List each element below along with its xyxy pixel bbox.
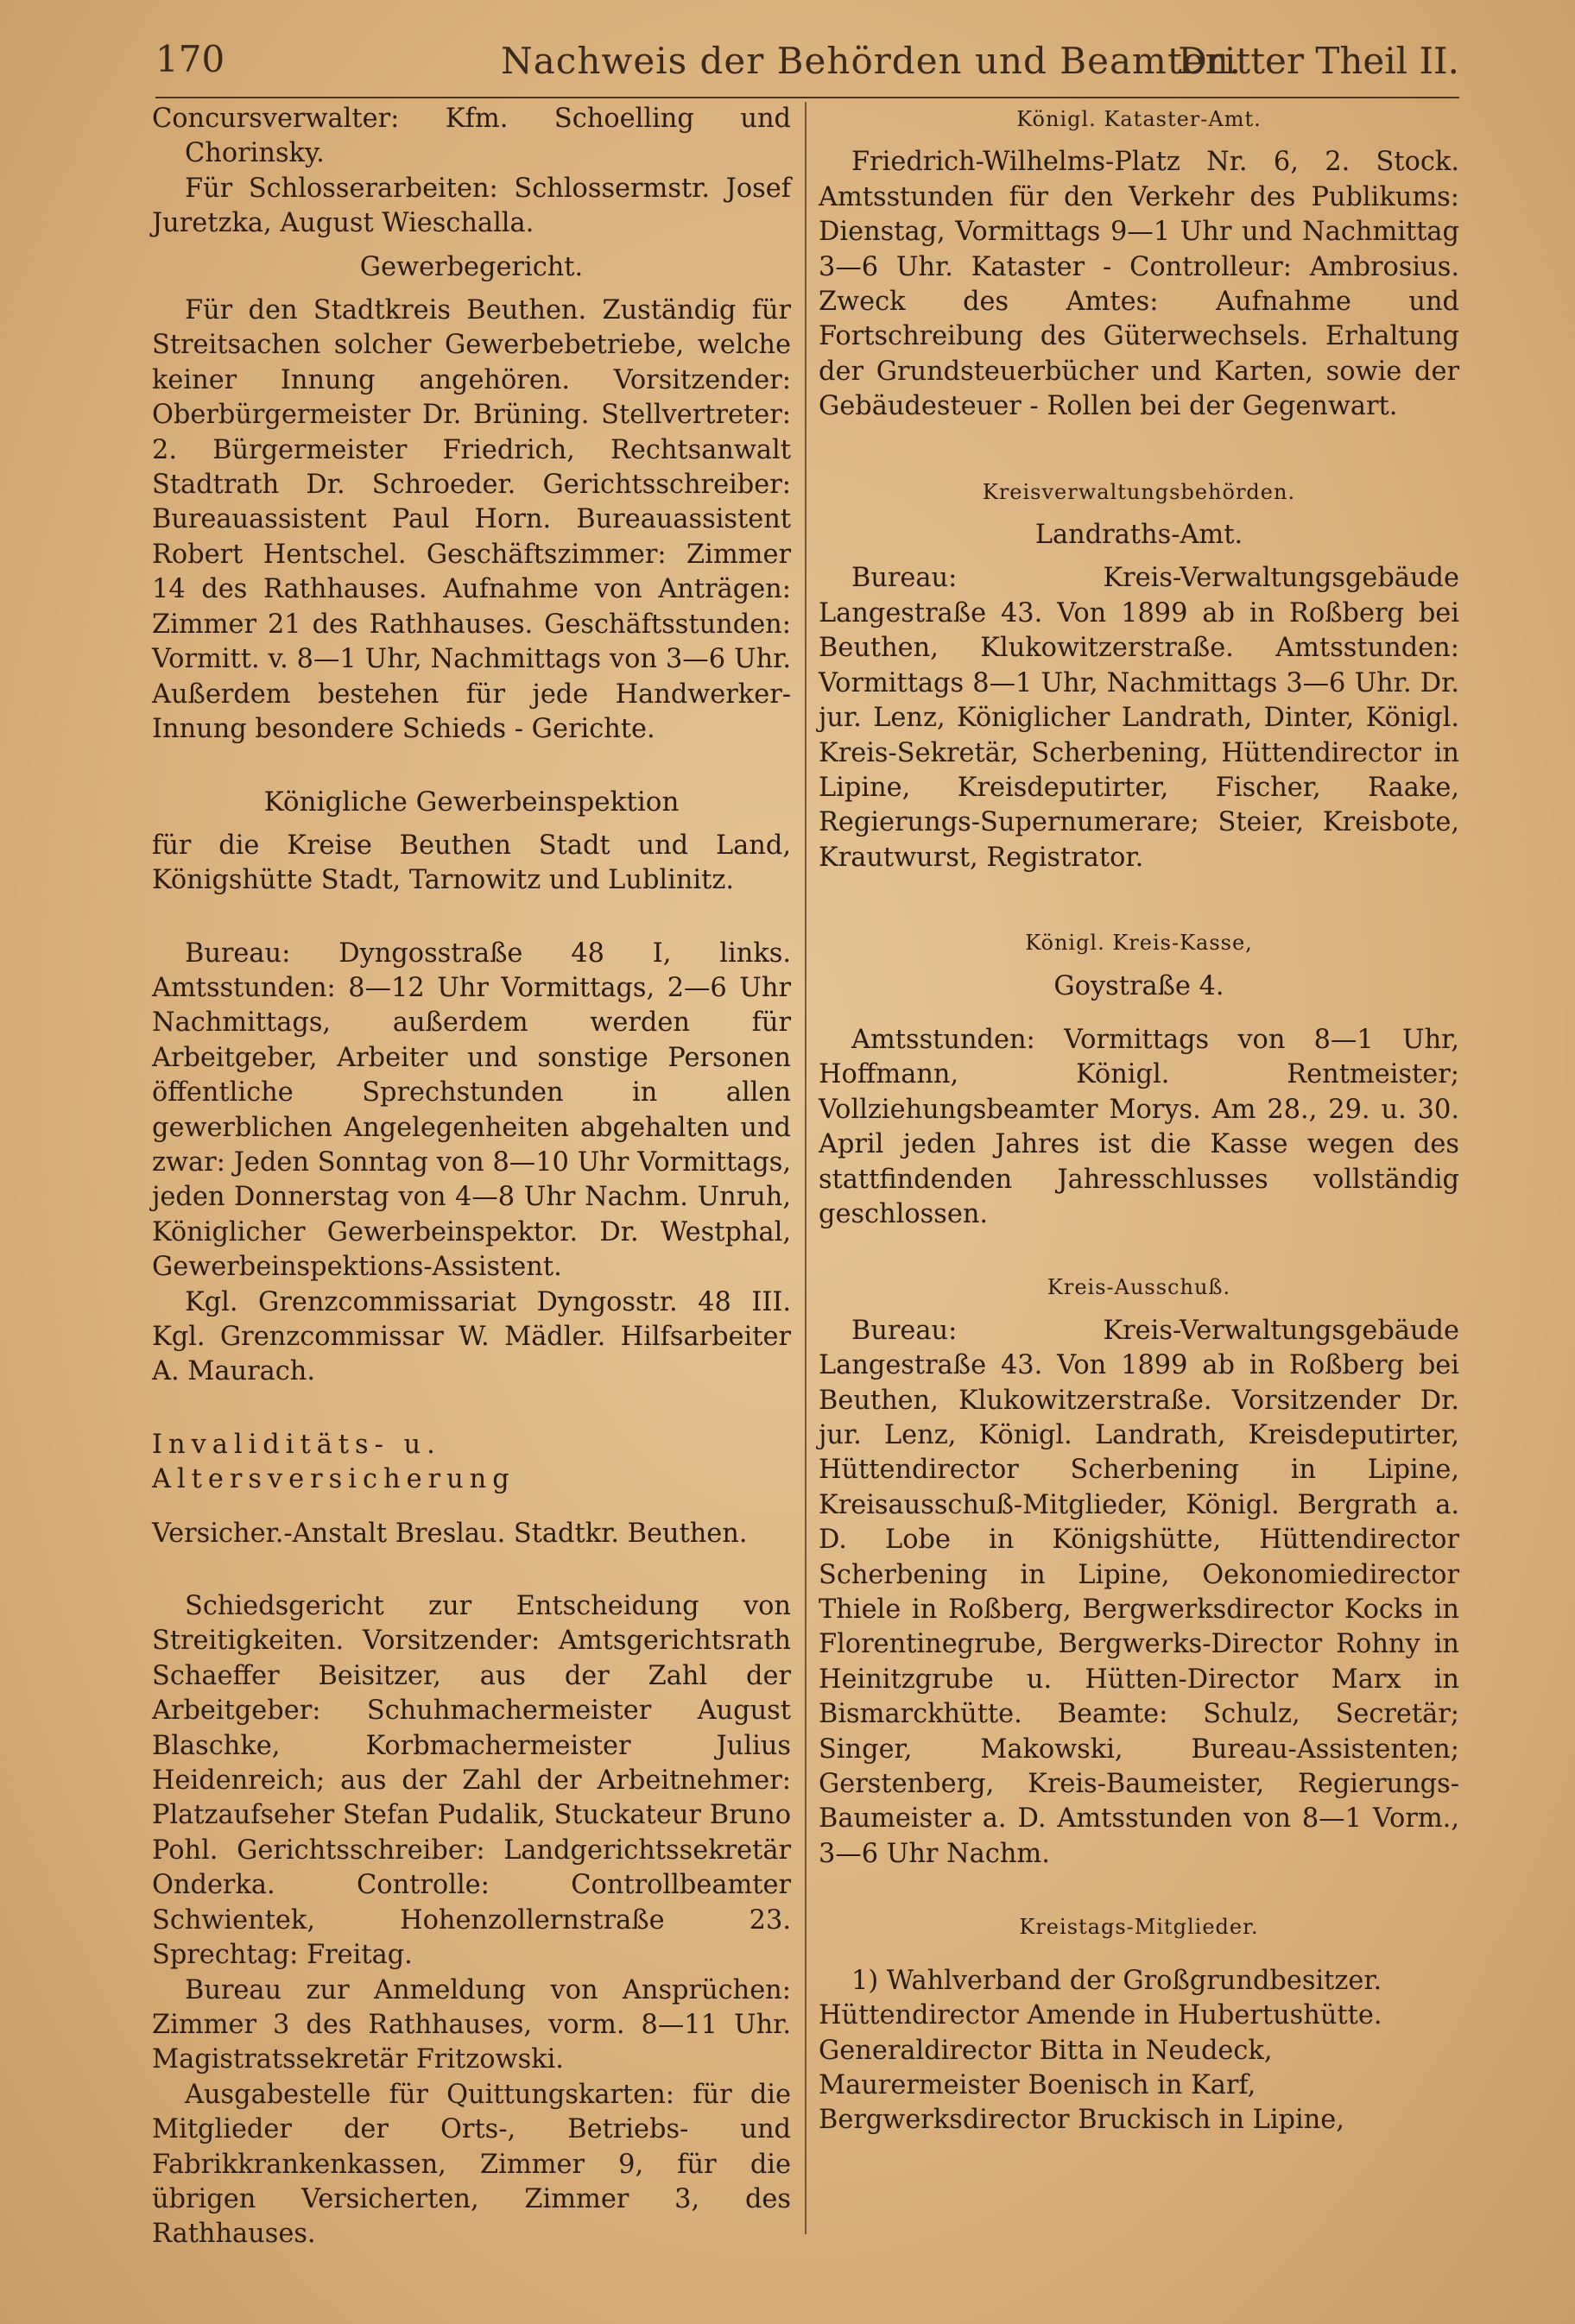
paragraph: Bureau: Dyngosstraße 48 I, links. Amtsstunden: 8—12 Uhr Vormittags, 2—6 Uhr Nachmittags, außerdem werden für Arbeitgeber, Arbeiter und sonstige Personen öffentliche Sprechstunden in allen gewerblichen Angelegenheiten abgehalten und zwar: Jeden Sonntag von 8—10 Uhr Vormittags, jeden Donnerstag von 4—8 Uhr Nachm. Unruh, Königlicher Gewerbeinspektor. Dr. Westphal, Gewerbeinspektions-Assistent. <box>152 938 791 1283</box>
page-number: 170 <box>155 38 225 80</box>
section-heading: Invaliditäts- u. Altersversicherung <box>152 1429 516 1495</box>
paragraph: Bureau: Kreis-Verwaltungsgebäude Langestraße 43. Von 1899 ab in Roßberg bei Beuthen, Klukowitzerstraße. Amtsstunden: Vormittags 8—1 Uhr, Nachmittags 3—6 Uhr. Dr. jur. Lenz, Königlicher Landrath, Dinter, Königl. Kreis-Sekretär, Scherbening, Hüttendirector in Lipine, Kreisdeputirter, Fischer, Raake, Regierungs-Supernumerare; Steier, Kreisbote, Krautwurst, Registrator. <box>819 563 1459 873</box>
paragraph: Ausgabestelle für Quittungskarten: für die Mitglieder der Orts-, Betriebs- und Fabrikkrankenkassen, Zimmer 9, für die übrigen Versicherten, Zimmer 3, des Rathhauses. <box>152 2079 791 2250</box>
section-heading: Gewerbegericht. <box>359 251 584 282</box>
paragraph: Friedrich-Wilhelms-Platz Nr. 6, 2. Stock. Amtsstunden für den Verkehr des Publikums: Dienstag, Vormittags 9—1 Uhr und Nachmittag 3—6 Uhr. Kataster - Controlleur: Ambrosius. Zweck des Amtes: Aufnahme und Fortschreibung des Güterwechsels. Erhaltung der Grundsteuerbücher und Karten, sowie der Gebäudesteuer - Rollen bei der Gegenwart. <box>819 147 1459 422</box>
section-subheading: Goystraße 4. <box>1053 970 1224 1001</box>
right-column <box>819 102 1459 2138</box>
section-heading: Königl. Kataster-Amt. <box>1016 107 1262 131</box>
running-title: Nachweis der Behörden und Beamten. <box>501 40 1243 82</box>
paragraph: Schiedsgericht zur Entscheidung von Streitigkeiten. Vorsitzender: Amtsgerichtsrath Schaeffer Beisitzer, aus der Zahl der Arbeitgeber: Schuhmachermeister August Blaschke, Korbmachermeister Julius Heidenreich; aus der Zahl der Arbeitnehmer: Platzaufseher Stefan Pudalik, Stuckateur Bruno Pohl. Gerichtsschreiber: Landgerichtssekretär Onderka. Controlle: Controllbeamter Schwientek, Hohenzollernstraße 23. Sprechtag: Freitag. <box>152 1591 791 1971</box>
section-subheading: Versicher.-Anstalt Breslau. Stadtkr. Beuthen. <box>152 1518 748 1549</box>
section-heading: Kreisverwaltungsbehörden. <box>982 479 1296 504</box>
part-label: Dritter Theil II. <box>1178 40 1459 82</box>
section-heading: Kreistags-Mitglieder. <box>1019 1915 1259 1940</box>
section-heading: Kreis-Ausschuß. <box>1047 1275 1231 1300</box>
section-heading: Königliche Gewerbeinspektion <box>263 786 680 818</box>
paragraph: Bureau zur Anmeldung von Ansprüchen: Zimmer 3 des Rathhauses, vorm. 8—11 Uhr. Magistratssekretär Fritzowski. <box>152 1974 791 2075</box>
section-heading: Königl. Kreis-Kasse, <box>1025 931 1253 956</box>
paragraph: Amtsstunden: Vormittags von 8—1 Uhr, Hoffmann, Königl. Rentmeister; Vollziehungsbeamter Morys. Am 28., 29. u. 30. April jeden Jahres ist die Kasse wegen des stattfindenden Jahresschlusses vollständig geschlossen. <box>819 1024 1459 1229</box>
list-item: Generaldirector Bitta in Neudeck, <box>819 2035 1273 2066</box>
page-header <box>155 33 1459 93</box>
paragraph: Concursverwalter: Kfm. Schoelling und Chorinsky. <box>152 104 791 169</box>
paragraph: Kgl. Grenzcommissariat Dyngosstr. 48 III. Kgl. Grenzcommissar W. Mädler. Hilfsarbeiter A. Maurach. <box>152 1286 791 1387</box>
column-divider <box>805 102 806 2234</box>
left-column <box>152 102 791 2252</box>
list-item: Bergwerksdirector Bruckisch in Lipine, <box>819 2105 1344 2136</box>
paragraph: Für Schlosserarbeiten: Schlossermstr. Josef Juretzka, August Wieschalla. <box>152 173 791 239</box>
section-subheading: Landraths-Amt. <box>1034 520 1243 551</box>
paragraph: Für den Stadtkreis Beuthen. Zuständig für Streitsachen solcher Gewerbebetriebe, welche keiner Innung angehören. Vorsitzender: Oberbürgermeister Dr. Brüning. Stellvertreter: 2. Bürgermeister Friedrich, Rechtsanwalt Stadtrath Dr. Schroeder. Gerichtsschreiber: Bureauassistent Paul Horn. Bureauassistent Robert Hentschel. Geschäftszimmer: Zimmer 14 des Rathhauses. Aufnahme von Anträgen: Zimmer 21 des Rathhauses. Geschäftsstunden: Vormitt. v. 8—1 Uhr, Nachmittags von 3—6 Uhr. Außerdem bestehen für jede Handwerker-Innung besondere Schieds - Gerichte. <box>152 295 791 744</box>
header-rule <box>155 97 1459 98</box>
section-subheading: für die Kreise Beuthen Stadt und Land, Königshütte Stadt, Tarnowitz und Lublinitz. <box>152 830 791 896</box>
paragraph: Bureau: Kreis-Verwaltungsgebäude Langestraße 43. Von 1899 ab in Roßberg bei Beuthen, Klukowitzerstraße. Vorsitzender Dr. jur. Lenz, Königl. Landrath, Kreisdeputirter, Hüttendirector Scherbening in Lipine, Kreisausschuß-Mitglieder, Königl. Bergrath a. D. Lobe in Königshütte, Hüttendirector Scherbening in Lipine, Oekonomiedirector Thiele in Roßberg, Bergwerksdirector Kocks in Florentinegrube, Bergwerks-Director Rohny in Heinitzgrube u. Hütten-Director Marx in Bismarckhütte. Beamte: Schulz, Secretär; Singer, Makowski, Bureau-Assistenten; Gerstenberg, Kreis-Baumeister, Regierungs-Baumeister a. D. Amtsstunden von 8—1 Vorm., 3—6 Uhr Nachm. <box>819 1315 1459 1869</box>
list-heading: 1) Wahlverband der Großgrundbesitzer. <box>851 1965 1382 1996</box>
list-item: Maurermeister Boenisch in Karf, <box>819 2069 1256 2100</box>
list-item: Hüttendirector Amende in Hubertushütte. <box>819 2000 1382 2031</box>
